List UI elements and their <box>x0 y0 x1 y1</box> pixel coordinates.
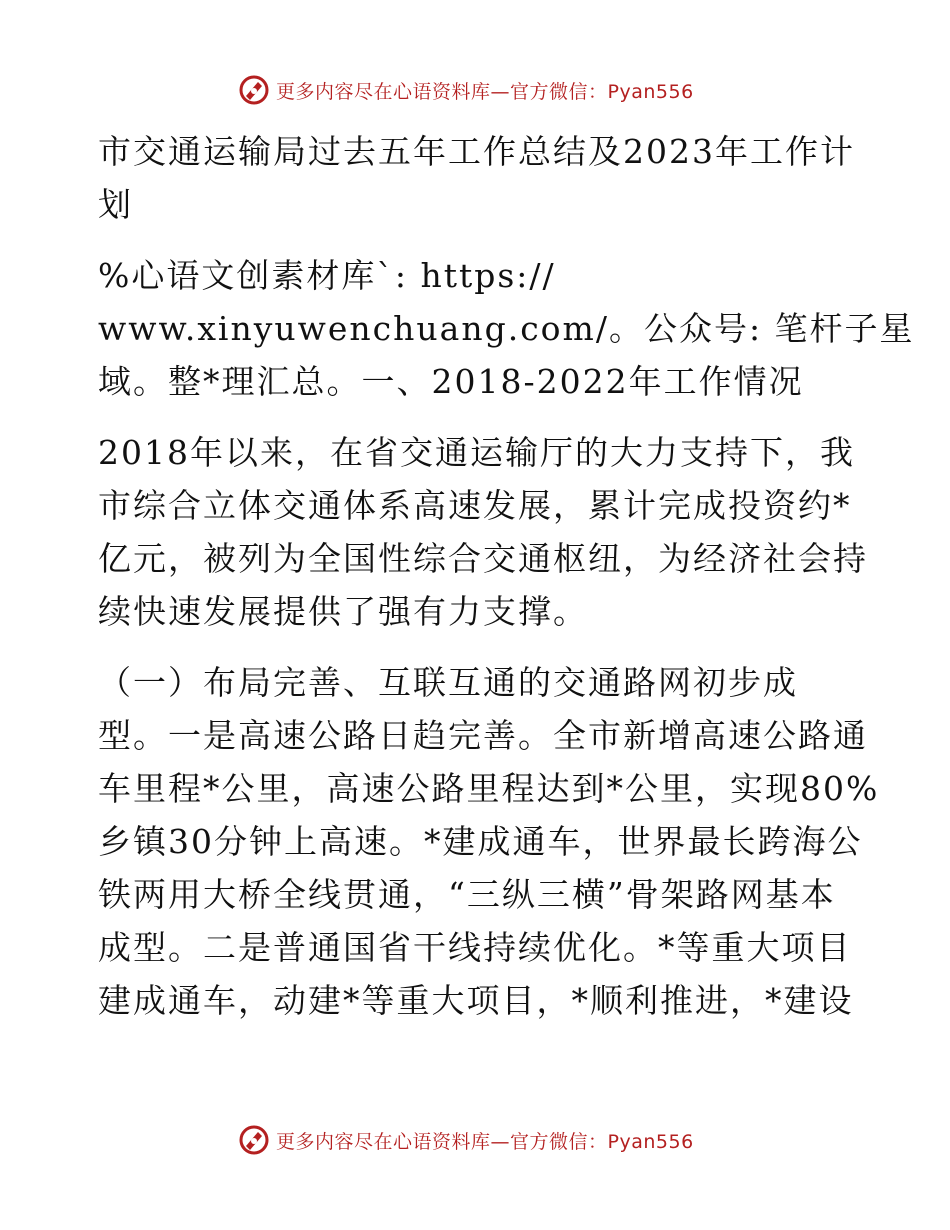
document-title-line-1: 市交通运输局过去五年工作总结及2023年工作计 <box>98 132 855 171</box>
paragraph-2-line-6: 成型。二是普通国省干线持续优化。*等重大项目 <box>98 928 852 967</box>
source-line-1: %心语文创素材库`: https:// <box>98 256 556 295</box>
paragraph-2-line-3: 车里程*公里，高速公路里程达到*公里，实现80% <box>98 769 880 808</box>
paragraph-2-line-4: 乡镇30分钟上高速。*建成通车，世界最长跨海公 <box>98 822 863 861</box>
brand-logo-icon <box>238 74 270 106</box>
paragraph-2-line-1: （一）布局完善、互联互通的交通路网初步成 <box>98 663 798 702</box>
header-watermark <box>238 72 694 108</box>
paragraph-2-line-5: 铁两用大桥全线贯通，“三纵三横”骨架路网基本 <box>98 875 836 914</box>
source-line-3: 域。整*理汇总。一、2018-2022年工作情况 <box>98 362 804 401</box>
watermark-text: 更多内容尽在心语资料库—官方微信：Pyan556 <box>276 80 694 103</box>
watermark-text: 更多内容尽在心语资料库—官方微信：Pyan556 <box>276 1130 694 1153</box>
source-line-2: www.xinyuwenchuang.com/。公众号: 笔杆子星 <box>98 309 915 348</box>
document-body <box>98 125 915 1027</box>
paragraph-1-line-1: 2018年以来，在省交通运输厅的大力支持下，我 <box>98 433 855 472</box>
document-title-line-2: 划 <box>98 185 133 224</box>
brand-logo-icon <box>238 1124 270 1156</box>
paragraph-1-line-2: 市综合立体交通体系高速发展，累计完成投资约* <box>98 486 852 525</box>
footer-watermark <box>238 1122 694 1158</box>
paragraph-1-line-4: 续快速发展提供了强有力支撑。 <box>98 592 588 631</box>
paragraph-1-line-3: 亿元，被列为全国性综合交通枢纽，为经济社会持 <box>98 539 868 578</box>
paragraph-2-line-7: 建成通车，动建*等重大项目，*顺利推进，*建设 <box>98 981 854 1020</box>
paragraph-2-line-2: 型。一是高速公路日趋完善。全市新增高速公路通 <box>98 716 868 755</box>
